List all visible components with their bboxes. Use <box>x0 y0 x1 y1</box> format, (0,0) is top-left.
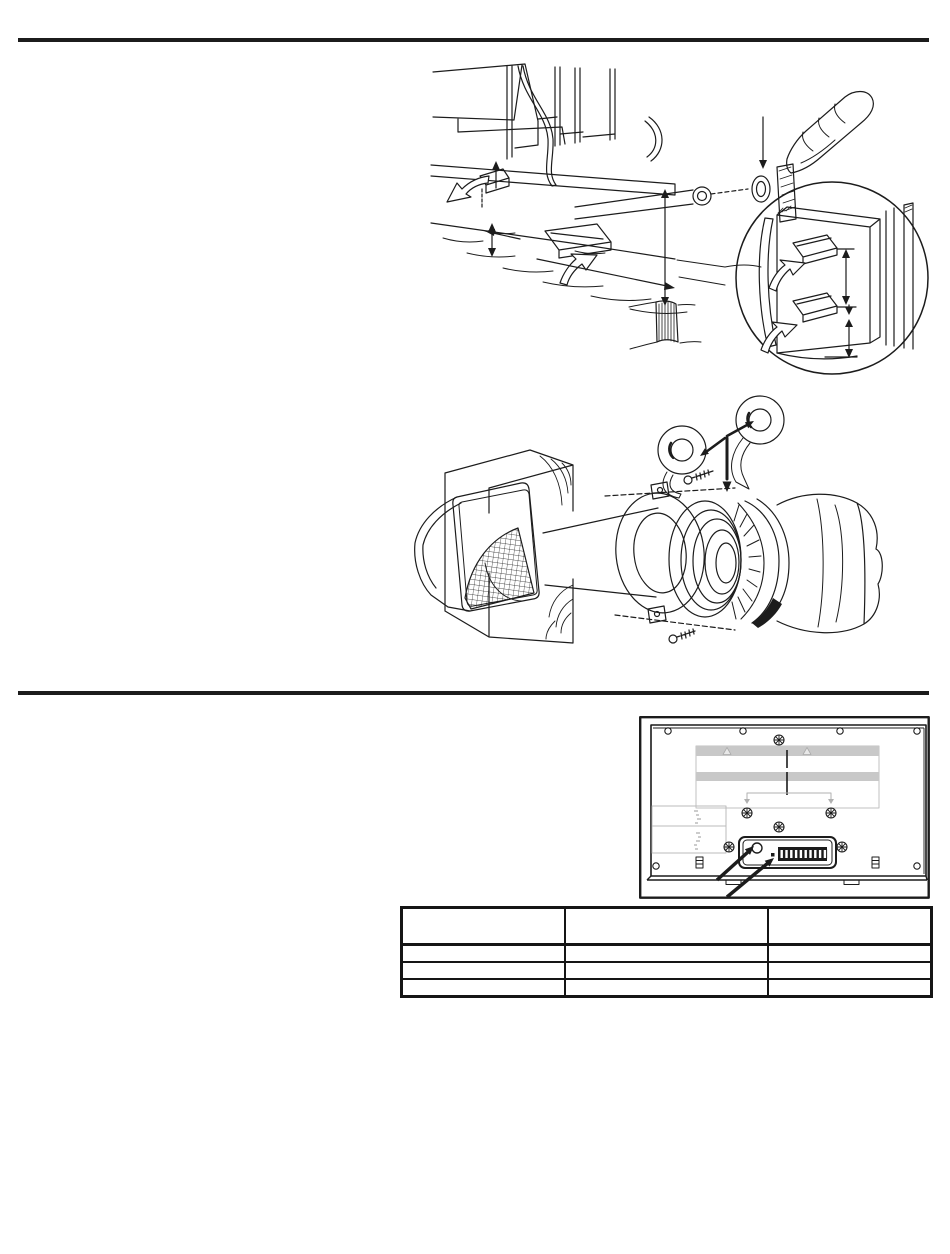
arrowhead <box>492 161 500 170</box>
arrowhead <box>845 319 853 327</box>
spec-table <box>400 906 933 998</box>
vent-slot <box>696 857 703 868</box>
arrowhead <box>842 249 850 258</box>
screw-icon <box>826 808 836 818</box>
console-rear-panel-figure <box>639 716 930 899</box>
duct-tail-creases <box>817 499 843 627</box>
flexible-duct <box>787 92 874 174</box>
screw-icon <box>669 629 695 643</box>
wire-connector <box>778 847 827 861</box>
screw-callout-bracket <box>747 793 831 800</box>
cut-wall-hatching <box>659 302 674 342</box>
duct-tail <box>777 494 882 632</box>
figure-frame <box>640 717 929 898</box>
airflow-swoosh-mid <box>560 254 597 285</box>
duct-outlet-hole <box>698 192 707 201</box>
inset-louver-top <box>793 235 837 264</box>
table-header-cell <box>565 908 768 945</box>
closet-installation-figure <box>425 55 950 390</box>
airflow-swoosh-lower <box>761 322 797 353</box>
arrowhead <box>488 248 496 257</box>
wood-grain-upper <box>540 456 571 505</box>
spec-table-grid <box>400 906 933 998</box>
duct-tube <box>543 508 658 597</box>
table-cell <box>768 962 932 979</box>
table-cell <box>768 979 932 997</box>
terminal-block <box>739 837 836 868</box>
tape-roll <box>732 396 784 489</box>
table-cell <box>402 979 565 997</box>
screw-icon <box>774 822 784 832</box>
arrowhead <box>759 160 767 169</box>
wall-studs <box>507 66 615 159</box>
wall-duct-hole <box>752 176 770 202</box>
tape-roll <box>658 426 706 498</box>
vent-slot <box>872 857 879 868</box>
table-cell <box>402 962 565 979</box>
arrowhead <box>485 229 495 236</box>
inset-floor <box>777 353 857 359</box>
curtain-arc <box>645 117 662 161</box>
vent-assembly-figure <box>405 393 900 683</box>
table-cell <box>565 945 768 963</box>
door-frame-strips <box>886 203 913 349</box>
louver-detail-inset <box>736 182 928 374</box>
table-header-cell <box>768 908 932 945</box>
table-row <box>402 908 932 945</box>
screw-icon <box>774 735 784 745</box>
screw-icon <box>684 470 713 484</box>
alignment-dashes <box>605 488 735 630</box>
wall-duct-hole-inner <box>757 182 766 197</box>
table-row <box>402 979 932 997</box>
spec-label-block <box>652 806 726 853</box>
corrugated-duct <box>669 501 764 619</box>
arrowhead <box>828 799 834 804</box>
spec-table-body <box>402 945 932 997</box>
table-row <box>402 962 932 979</box>
flexible-duct-ribs <box>801 104 845 163</box>
table-cell <box>768 945 932 963</box>
top-section-divider <box>18 38 929 42</box>
arrowhead <box>744 799 750 804</box>
screw-icon <box>742 808 752 818</box>
screw-icon <box>724 842 734 852</box>
band-clamp <box>745 499 789 628</box>
table-cell <box>402 945 565 963</box>
power-cord-hole <box>752 843 762 853</box>
airflow-swoosh-upper <box>769 260 805 291</box>
screw-icon <box>837 842 847 852</box>
wood-grain-lower <box>546 585 573 639</box>
arrowhead <box>664 282 675 290</box>
table-header-cell <box>402 908 565 945</box>
floor-curls <box>629 260 761 349</box>
arrowhead <box>845 307 853 315</box>
arrowhead <box>842 296 850 305</box>
ground-screw <box>771 853 775 857</box>
stud-hatching <box>779 167 795 211</box>
spec-table-head <box>402 908 932 945</box>
table-cell <box>565 979 768 997</box>
power-cord <box>518 66 556 186</box>
cabinet-outline <box>433 64 565 144</box>
airflow-swoosh-left <box>447 176 489 202</box>
table-cell <box>565 962 768 979</box>
table-row <box>402 945 932 963</box>
floor-dimension-line <box>537 259 667 286</box>
door-panel <box>777 207 880 353</box>
frame-hatch <box>905 205 912 212</box>
hood-canopy <box>415 497 470 611</box>
duct-outlet-collar <box>693 187 711 205</box>
rating-label <box>696 746 879 808</box>
alignment-dash <box>711 189 748 194</box>
callout-arrows <box>717 846 774 897</box>
mid-section-divider <box>18 691 929 695</box>
inset-louver-bottom <box>793 293 837 322</box>
